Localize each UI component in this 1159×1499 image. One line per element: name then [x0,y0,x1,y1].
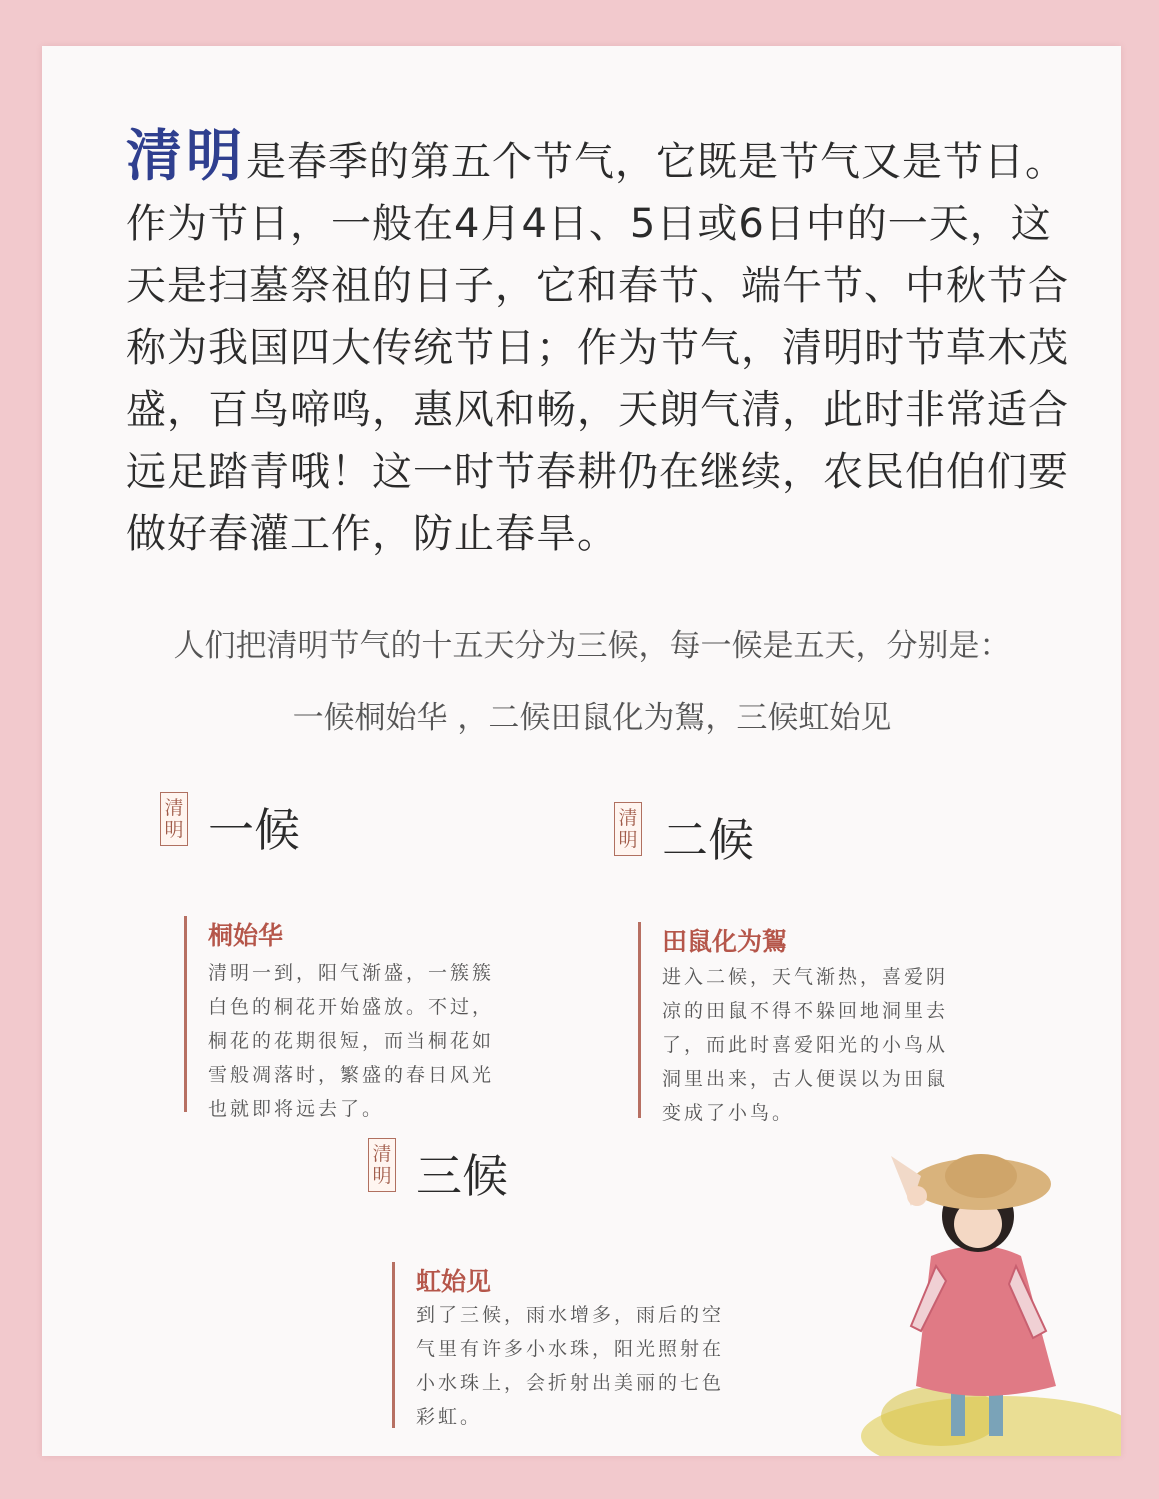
hou-2-section [614,802,954,1132]
intro-paragraph [126,126,1086,565]
intro-highlight: 清明 [126,124,246,189]
hou-3-title: 三候 [416,1149,508,1203]
intro-body: 作为节日，一般在4月4日、5日或6日中的一天，这天是扫墓祭祖的日子，它和春节、端午节、中秋节合称为我国四大传统节日；作为节气，清明时节草木茂盛，百鸟啼鸣，惠风和畅，天朗气清，此时非常适合远足踏青哦！这一时节春耕仍在继续，农民伯伯们要做好春灌工作，防止春旱。 [126,201,1069,557]
hou-3-section [368,1138,725,1438]
hou-1-bar [184,916,187,1112]
content-card [42,46,1121,1456]
hou-2-description: 进入二候，天气渐热，喜爱阴凉的田鼠不得不躲回地洞里去了，而此时喜爱阳光的小鸟从洞里出来，古人便误以为田鼠变成了小鸟。 [662,966,949,1124]
hou-2-bar [638,922,641,1118]
hou-1-description: 清明一到，阳气渐盛，一簇簇白色的桐花开始盛放。不过，桐花的花期很短，而当桐花如雪般凋落时，繁盛的春日风光也就即将远去了。 [208,962,495,1120]
girl-illustration [821,1116,1121,1456]
summary-line2: 一候桐始华 ，二候田鼠化为鴽，三候虹始见 [292,700,892,736]
hou-1-subtitle: 桐始华 [208,921,284,950]
hou-2-subtitle: 田鼠化为鴽 [662,927,788,956]
hou-1-title: 一候 [208,803,300,857]
qingming-stamp: 清明 [160,792,188,846]
summary-line1: 人们把清明节气的十五天分为三候，每一候是五天，分别是： [173,628,1011,664]
hou-3-subtitle: 虹始见 [416,1267,492,1296]
intro-line1: 是春季的第五个节气，它既是节气又是节日。 [246,139,1066,185]
qingming-stamp: 清明 [614,802,642,856]
qingming-stamp: 清明 [368,1138,396,1192]
hou-3-description: 到了三候，雨水增多，雨后的空气里有许多小水珠，阳光照射在小水珠上，会折射出美丽的七色彩虹。 [416,1304,725,1428]
hou-2-title: 二候 [662,813,754,867]
hou-1-section [160,792,500,1122]
hou-3-bar [392,1262,395,1428]
